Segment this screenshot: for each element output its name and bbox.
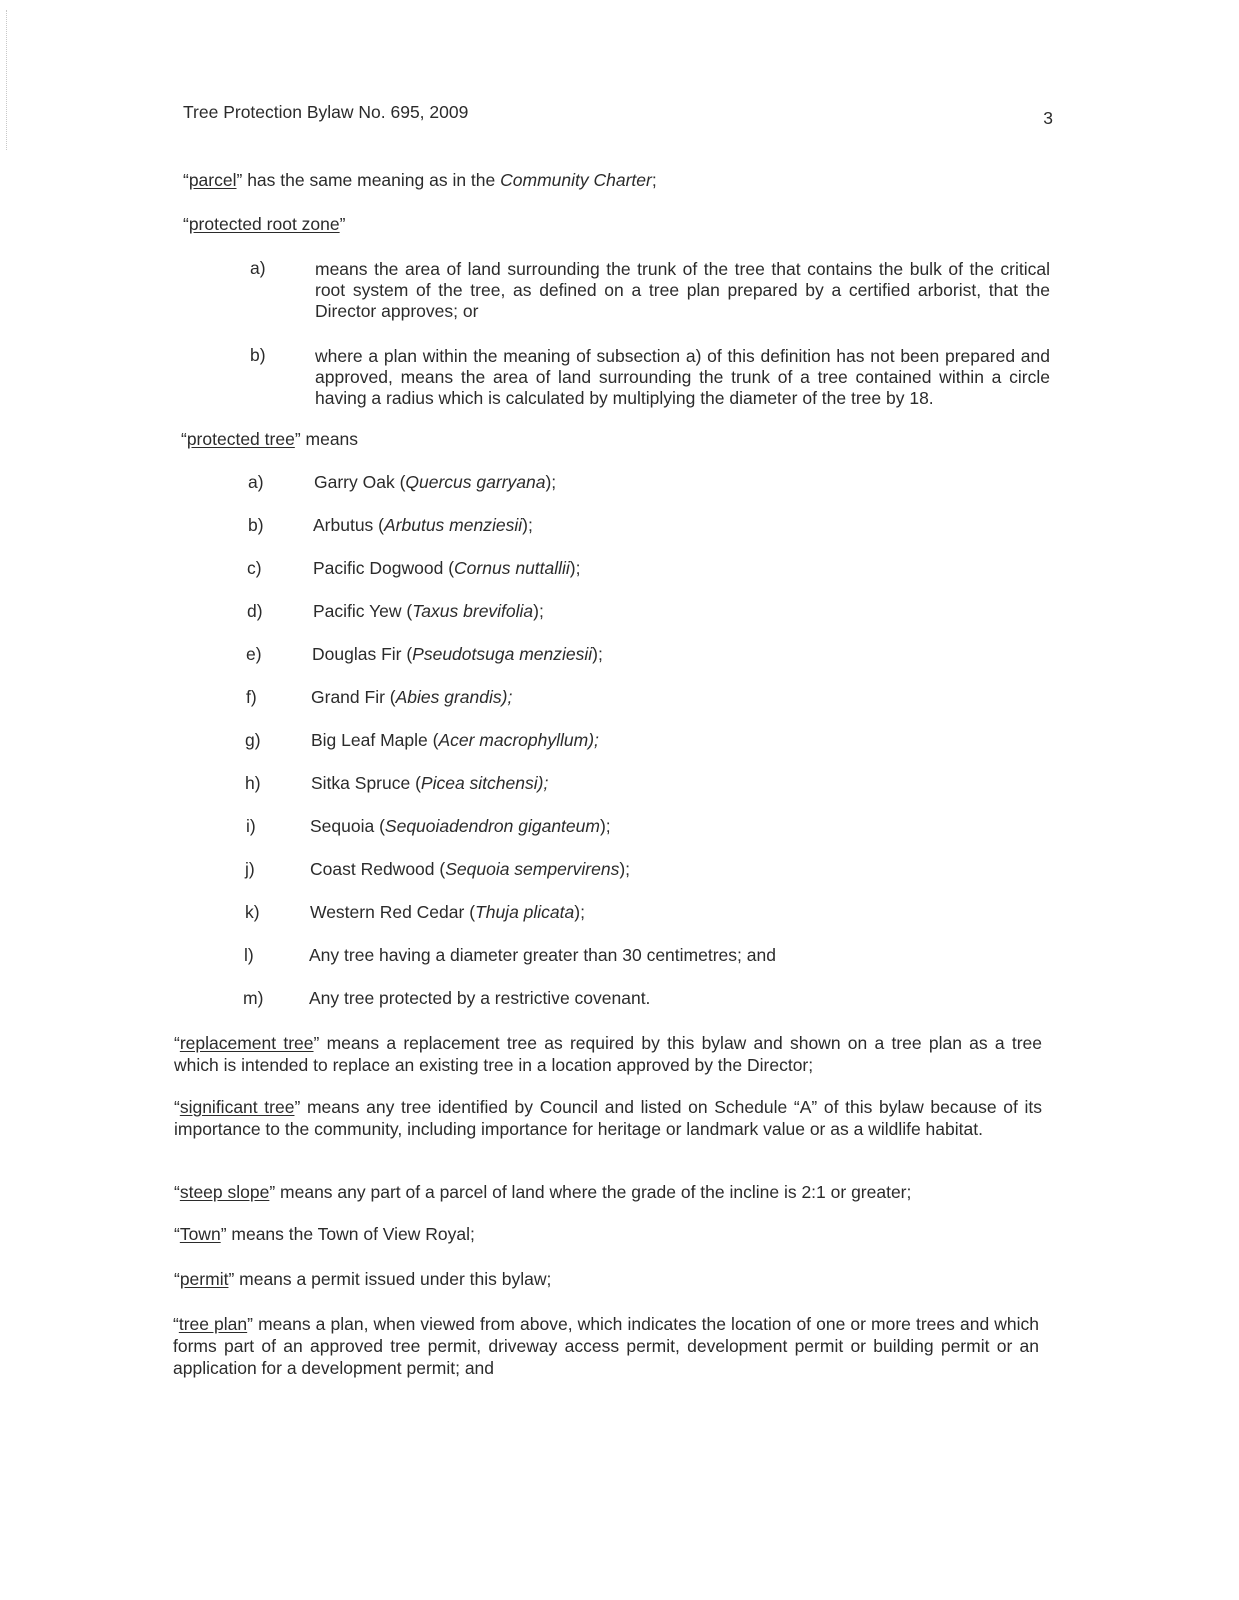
- sub-item-label: a): [250, 258, 266, 278]
- scan-edge-marks: [6, 10, 9, 150]
- sub-item-label: b): [250, 345, 266, 365]
- term-significant-tree: significant tree: [179, 1097, 295, 1117]
- document-title: Tree Protection Bylaw No. 695, 2009: [183, 102, 469, 122]
- definition-town: “Town” means the Town of View Royal;: [174, 1224, 475, 1244]
- term-replacement-tree: replacement tree: [179, 1033, 314, 1053]
- sub-item-text: means the area of land surrounding the trunk of the tree that contains the bulk of the critical root system of the tree, as defined on a tree plan prepared by a certified arborist, that the Director approves; or: [315, 259, 1050, 321]
- term-permit: permit: [179, 1269, 229, 1289]
- page-header: [183, 102, 1053, 132]
- definition-protected-root-zone: “protected root zone”: [183, 214, 346, 234]
- term-parcel: parcel: [188, 170, 237, 190]
- page-number: 3: [1043, 108, 1053, 128]
- term-steep-slope: steep slope: [179, 1182, 270, 1202]
- sub-item-text: where a plan within the meaning of subsection a) of this definition has not been prepared and approved, means the area of land surrounding the trunk of a tree contained within a circle having a radius which is calculated by multiplying the diameter of the tree by 18.: [315, 346, 1050, 408]
- definition-replacement-tree: “replacement tree” means a replacement tree as required by this bylaw and shown on a tree plan as a tree which is intended to replace an existing tree in a location approved by the Director;: [174, 1033, 1042, 1075]
- term-tree-plan: tree plan: [178, 1314, 248, 1334]
- definition-protected-tree: “protected tree” means: [181, 429, 359, 449]
- definition-parcel: “parcel” has the same meaning as in the Community Charter;: [183, 170, 657, 190]
- definition-significant-tree: “significant tree” means any tree identified by Council and listed on Schedule “A” of this bylaw because of its importance to the community, including importance for heritage or landmark value or as a wildlife habitat.: [174, 1097, 1042, 1139]
- definition-tree-plan: “tree plan” means a plan, when viewed from above, which indicates the location of one or more trees and which forms part of an approved tree permit, driveway access permit, development permit or building permit or an application for a development permit; and: [173, 1314, 1039, 1378]
- definition-permit: “permit” means a permit issued under this bylaw;: [174, 1269, 552, 1289]
- term-town: Town: [179, 1224, 221, 1244]
- term-protected-tree: protected tree: [186, 429, 295, 449]
- term-protected-root-zone: protected root zone: [188, 214, 340, 234]
- definition-steep-slope: “steep slope” means any part of a parcel of land where the grade of the incline is 2:1 or greater;: [174, 1182, 912, 1202]
- document-page: Tree Protection Bylaw No. 695, 2009 3 “parcel” has the same meaning as in the Community Charter; “protected root zone” a) means the area of land surrounding the trunk of the tree that contains the bulk of the critical root system of the tree, as defined on a tree plan prepared by a certified arborist, that the Director approves; or b) where a plan within the meaning of subsection a) of this definition has not been prepared and approved, means the area of land surrounding the trunk of a tree contained within a circle having a radius which is calculated by multiplying the diameter of the tree by 18. “protected tree” means a) Garry Oak (Quercus garryana); b) Arbutus (Arbutus menziesii); c) Pacific Dogwood (Cornus nuttallii); d) Pacific Yew (Taxus brevifolia); e) Douglas Fir (Pseudotsuga menziesii); f) Grand Fir (Abies grandis); g) Big Leaf Maple (Acer macrophyllum); h) Sitka Spruce (Picea sitchensi); i) Sequoia (Sequoiadendron giganteum); j) Coast Redwood (Sequoia sempervirens); k) Western Red Cedar (Thuja plicata); l) Any tree having a diameter greater than 30 centimetres; and m) Any tree protected by a restrictive covenant. “replacement tree” means a replacement tree as required by this bylaw and shown on a tree plan as a tree which is intended to replace an existing tree in a location approved by the Director; “significant tree” means any tree identified by Council and listed on Schedule “A” of this bylaw because of its importance to the community, including importance for heritage or landmark value or as a wildlife habitat. “steep slope” means any part of a parcel of land where the grade of the incline is 2:1 or greater; “Town” means the Town of View Royal; “permit” means a permit issued under this bylaw; “tree plan” means a plan, when viewed from above, which indicates the location of one or more trees and which forms part of an approved tree permit, driveway access permit, development permit or building permit or an application for a development permit; and: [0, 0, 1239, 1600]
